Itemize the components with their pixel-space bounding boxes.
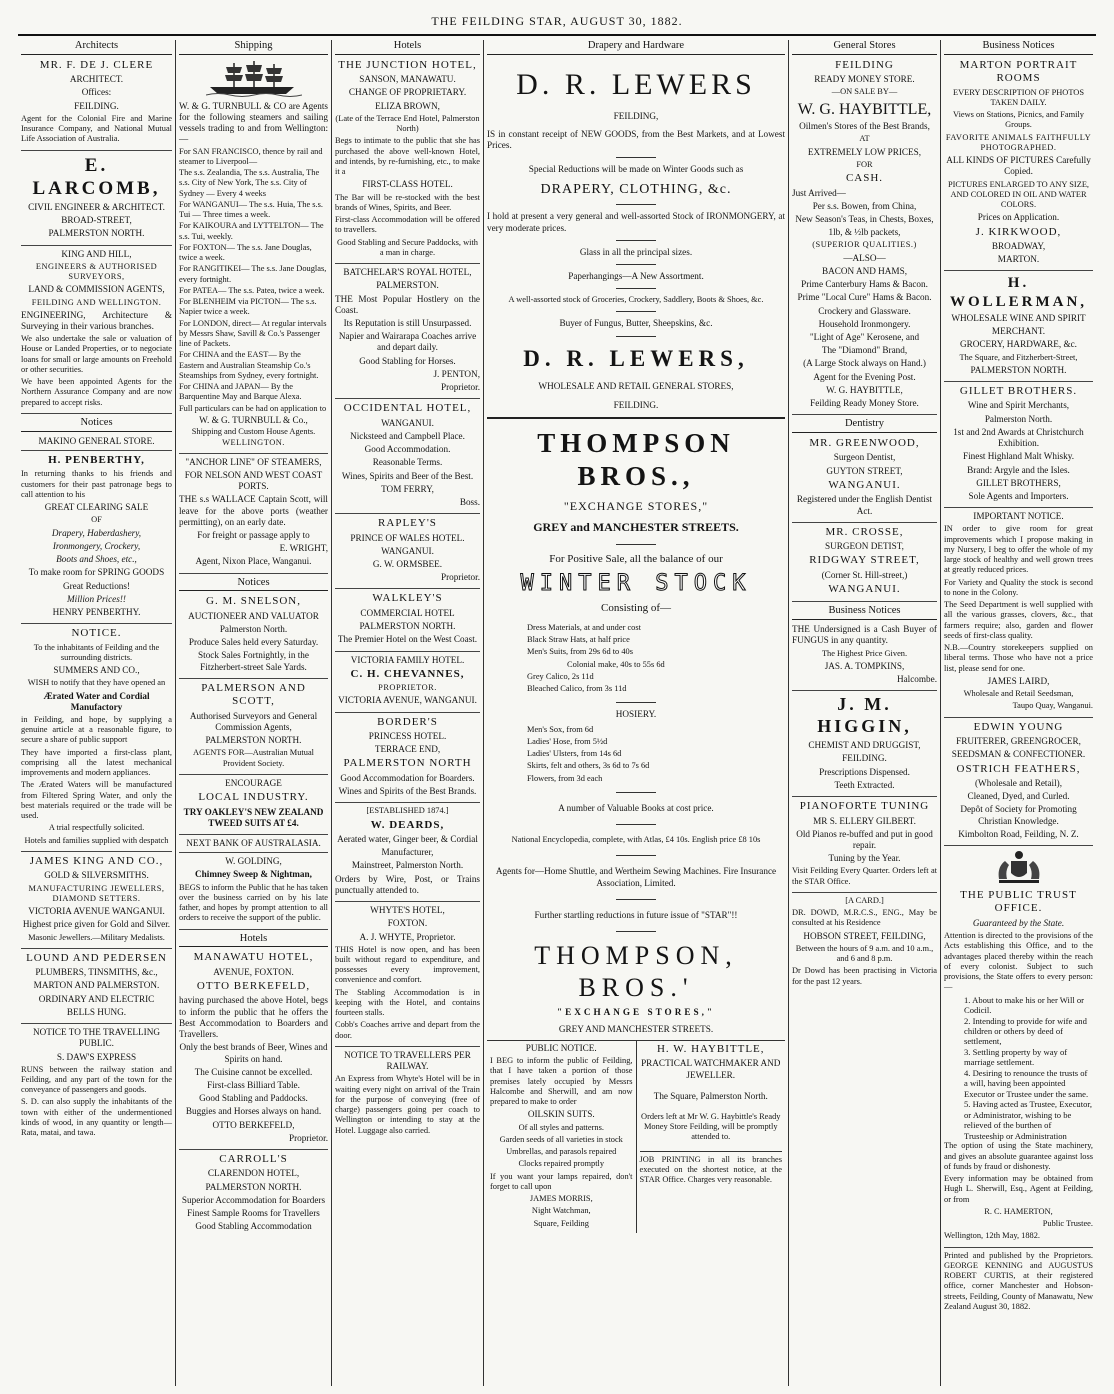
ad-victoria-hotel: VICTORIA FAMILY HOTEL. C. H. CHEVANNES, PROPRIETOR. VICTORIA AVENUE, WANGANUI. — [335, 655, 480, 713]
valuable-books: A number of Valuable Books at cost price. — [558, 802, 714, 813]
trust-list: 1. About to make his or her Will or Codicil. 2. Intending to provide for wife and children or others by deed of settlement, 3. Settling property by way of marriage settlement. 4. Desiring to renounce the trusts of a will, having been appointed Executor or Trustee under the same. 5. Having acted as Trustee, Executor, or Administrator, wishing to be relieved of the burthen of Trusteeship or Administration — [964, 994, 1093, 1141]
column-general-stores — [788, 40, 940, 1386]
ad-lound-pedersen: LOUND AND PEDERSEN PLUMBERS, TINSMITHS, &c., MARTON AND PALMERSTON. ORDINARY AND ELECTRIC BELLS HUNG. — [21, 952, 172, 1024]
lewers-town: FEILDING, — [613, 111, 659, 122]
column-drapery — [483, 40, 788, 1386]
lewers-line-4: I hold at present a very general and well-assorted Stock of IRONMONGERY, at very moderate prices. — [487, 211, 785, 233]
section-head-architects: Architects — [21, 40, 172, 55]
section-head-notices: Notices — [21, 417, 172, 432]
bottom-split — [487, 1040, 785, 1233]
masthead-rule — [18, 34, 1096, 36]
exchange-stores: "EXCHANGE STORES," — [563, 499, 709, 514]
lewers-line-8: Buyer of Fungus, Butter, Sheepskins, &c. — [559, 318, 713, 329]
hosiery-head: HOSIERY. — [615, 709, 657, 720]
ad-travellers-railway: NOTICE TO TRAVELLERS PER RAILWAY. An Express from Whyte's Hotel will be in waiting every night on arrival of the Train for the purpose of conveying (free of charge) passengers going per coach to Wellington or intending to stay at the Hotel. Luggage also carried. — [335, 1049, 480, 1135]
section-head-hotels-2: Hotels — [179, 933, 328, 948]
ad-clere: MR. F. DE J. CLERE ARCHITECT. Offices: FEILDING. Agent for the Colonial Fire and Marine Insurance Company, and National Mutual Life Association of Australia. — [21, 59, 172, 151]
ad-laird-nursery: IMPORTANT NOTICE. IN order to give room for great improvements which I propose making in my Nursery, I beg to offer the whole of my large stock of healthy and well grown trees at greatly reduced prices. For Variety and Quality the stock is second to none in the Colony. The Seed Department is well supplied with all the various grasses, clovers, &c., that farmers require; also, garden and flower seeds of first-class quality. N.B.—Country storekeepers supplied on liberal terms. Those who have not a price list, please send for one. JAMES LAIRD, Wholesale and Retail Seedsman, Taupo Quay, Wanganui. — [944, 511, 1093, 717]
imprint: Printed and published by the Proprietors. GEORGE KENNING and AUGUSTUS ROBERT CURTIS, at their registered office, corner Manchester and Hobson-streets, Feilding, County of Manawatu, New Zealand August 30, 1882. — [944, 1250, 1093, 1311]
ad-wollerman: H. WOLLERMAN, WHOLESALE WINE AND SPIRIT MERCHANT. GROCERY, HARDWARE, &c. The Square, and Fitzherbert-Street, PALMERSTON NORTH. — [944, 274, 1093, 382]
ad-king-and-hill: KING AND HILL, ENGINEERS & AUTHORISED SURVEYORS, LAND & COMMISSION AGENTS, FEILDING AND WELLINGTON. ENGINEERING, Architecture & Surveying in their various branches. We also undertake the sale or valuation of House or Landed Properties, or to negociate loans for small or large amounts on Freehold or other securities. We have been appointed Agents for the Northern Assurance Company and are now prepared to accept risks. — [21, 249, 172, 414]
section-head-business: Business Notices — [944, 40, 1093, 55]
dress-list: Dress Materials, at and under cost Black Straw Hats, at half price Men's Suits, from 29s 6d to 40s Colonial make, 40s to 55s 6d Grey Calico, 2s 11d Bleached Calico, from 3s 11d — [527, 622, 665, 694]
ad-gilbert: PIANOFORTE TUNING MR S. ELLERY GILBERT. Old Pianos re-buffed and put in good repair. Tuning by the Year. Visit Feilding Every Quarter. Orders left at the STAR Office. — [792, 800, 937, 893]
ad-deards: [ESTABLISHED 1874.] W. DEARDS, Aerated water, Ginger beer, & Cordial Manufacturer, Mainstreet, Palmerston North. Orders by Wire, Post, or Trains punctually attended to. — [335, 806, 480, 902]
ad-golding: W. GOLDING, Chimney Sweep & Nightman, BEGS to inform the Public that he has taken over the business carried on by his late father, and hopes by prompt attention to all orders to receive the support of the public. — [179, 856, 328, 929]
ad-public-trust: THE PUBLIC TRUST OFFICE. Guaranteed by the State. Attention is directed to the provisions of the Acts establishing this Office, and to the advantages placed thereby within the reach of every colonist. Subject to such provisions, the State offers to every person:— 1. About to make his or her Will or Codicil. 2. Intending to provide for wife and children or others by deed of settlement, 3. Settling property by way of marriage settlement. 4. Desiring to renounce the trusts of a will, having been appointed Executor or Trustee under the same. 5. Having acted as Trustee, Executor, or Administrator, wishing to be relieved of the burthen of Trusteeship or Administration The option of using the State machinery, and gives an absolute guarantee against loss of funds by fraud or dishonesty. Every information may be obtained from Hugh L. Sherwill, Esq., Agent at Feilding, or from R. C. HAMERTON, Public Trustee. Wellington, 12th May, 1882. — [944, 889, 1093, 1248]
consisting: Consisting of— — [601, 601, 671, 614]
column-shipping — [175, 40, 331, 1386]
ad-whyte-hotel: WHYTE'S HOTEL, FOXTON. A. J. WHYTE, Proprietor. THIS Hotel is now open, and has been built without regard to expenditure, and possesses every improvement, convenience and comfort. The Stabling Accommodation is in keeping with the Hotel, and contains fourteen stalls. Cobb's Coaches arrive and depart from the door. — [335, 905, 480, 1047]
thompson-2-title: THOMPSON, BROS.' — [534, 941, 738, 1002]
ad-daw-express: NOTICE TO THE TRAVELLING PUBLIC. S. DAW'S EXPRESS RUNS between the railway station and Feilding, and any part of the town for the conveyance of passengers and goods. S. D. can also supply the inhabitants of the town with either of the undermentioned kinds of wood, in any quantity or length—Rata, matai, and tawa. — [21, 1027, 172, 1138]
sewing-agents: Agents for—Home Shuttle, and Wertheim Sewing Machines. Fire Insurance Association, Limited. — [495, 866, 777, 888]
ad-tompkins: THE Undersigned is a Cash Buyer of FUNGUS in any quantity. The Highest Price Given. JAS. A. TOMPKINS, Halcombe. — [792, 624, 937, 691]
ad-walkley: WALKLEY'S COMMERCIAL HOTEL PALMERSTON NORTH. The Premier Hotel on the West Coast. — [335, 592, 480, 651]
section-head-hotels: Hotels — [335, 40, 480, 55]
ad-manawatu-hotel: MANAWATU HOTEL, AVENUE, FOXTON. OTTO BERKEFELD, having purchased the above Hotel, begs to inform the public that he offers the Best Accommodation to Boarders and Travellers. Only the best brands of Beer, Wines and Spirits on hand. The Cuisine cannot be excelled. First-class Billiard Table. Good Stabling and Paddocks. Buggies and Horses always on hand. OTTO BERKEFELD, Proprietor. — [179, 951, 328, 1150]
lewers-line-7: A well-assorted stock of Groceries, Crockery, Saddlery, Boots & Shoes, &c. — [508, 295, 764, 305]
ad-hw-haybittle: H. W. HAYBITTLE, PRACTICAL WATCHMAKER AND JEWELLER. The Square, Palmerston North. Orders left at Mr W. G. Haybittle's Ready Money Store Feilding, will be promptly attended to. JOB PRINTING in all its branches executed on the shortest notice, at the STAR Office. Charges very reasonable. — [636, 1041, 786, 1233]
ad-edwin-young: EDWIN YOUNG FRUITERER, GREENGROCER, SEEDSMAN & CONFECTIONER. OSTRICH FEATHERS, (Wholesale and Retail), Cleaned, Dyed, and Curled. Depôt of Society for Promoting Christian Knowledge. Kimbolton Road, Feilding, N. Z. — [944, 721, 1093, 846]
section-head-dentistry: Dentistry — [792, 418, 937, 433]
section-head-drapery: Drapery and Hardware — [487, 40, 785, 55]
ad-ready-money-store: FEILDING READY MONEY STORE. —ON SALE BY— W. G. HAYBITTLE, Oilmen's Stores of the Best Brands, AT EXTREMELY LOW PRICES, FOR CASH. Just Arrived— Per s.s. Bowen, from China, New Season's Teas, in Chests, Boxes, 1lb, & ½lb packets, (SUPERIOR QUALITIES.) —ALSO— BACON AND HAMS, Prime Canterbury Hams & Bacon. Prime "Local Cure" Hams & Bacon. Crockery and Glassware. Household Ironmongery. "Light of Age" Kerosene, and The "Diamond" Brand, (A Large Stock always on Hand.) Agent for the Evening Post. W. G. HAYBITTLE, Feilding Ready Money Store. — [792, 59, 937, 415]
bank-note: NEXT BANK OF AUSTRALASIA. — [179, 838, 328, 853]
ad-border-hotel: BORDER'S PRINCESS HOTEL. TERRACE END, PALMERSTON NORTH Good Accommodation for Boarders. Wines and Spirits of the Best Brands. — [335, 716, 480, 804]
ad-crosse: MR. CROSSE, SURGEON DETIST, RIDGWAY STREET, (Corner St. Hill-street,) WANGANUI. — [792, 526, 937, 603]
section-head-general-stores: General Stores — [792, 40, 937, 55]
lewers-line-6: Paperhangings—A New Assortment. — [568, 271, 704, 281]
ad-snelson: G. M. SNELSON, AUCTIONEER AND VALUATOR Palmerston North. Produce Sales held every Saturday. Stock Sales Fortnightly, in the Fitzherbert-street Sale Yards. — [179, 595, 328, 679]
masthead: THE FEILDING STAR, AUGUST 30, 1882. — [431, 14, 683, 28]
lewers-2-title: D. R. LEWERS, — [523, 345, 749, 371]
lewers-2-town: FEILDING. — [613, 399, 659, 410]
ad-carroll: CARROLL'S CLARENDON HOTEL, PALMERSTON NORTH. Superior Accommodation for Boarders Finest Sample Rooms for Travellers Good Stabling Accommodation — [181, 1153, 326, 1232]
ad-occidental: OCCIDENTAL HOTEL, WANGANUI. Nicksteed and Campbell Place. Good Accommodation. Reasonable Terms. Wines, Spirits and Beer of the Best. TOM FERRY, Boss. — [335, 402, 480, 514]
thompson-title: THOMPSON BROS., — [537, 428, 735, 492]
column-business-notices — [940, 40, 1096, 1386]
positive-sale: For Positive Sale, all the balance of our — [549, 553, 723, 566]
hosiery-list: Men's Sox, from 6d Ladies' Hose, from 5½d Ladies' Ulsters, from 14s 6d Skirts, felt and others, 3s 6d to 7s 6d Flowers, from 3d each — [527, 724, 650, 783]
ad-summers: NOTICE. To the inhabitants of Feilding and the surrounding districts. SUMMERS AND CO., WISH to notify that they have opened an Ærated Water and Cordial Manufactory in Feilding, and hope, by supplying a genuine article at a reasonable figure, to secure a share of public support They have imported a first-class plant, comprising all the latest mechanical improvements and modern appliances. The Ærated Waters will be manufactured from Filtered Spring Water, and only the best materials required or the trade will be used. A trial respectfully solicited. Hotels and families supplied with despatch — [21, 627, 172, 852]
lewers-line-5: Glass in all the principal sizes. — [579, 246, 693, 257]
lewers-title: D. R. LEWERS — [516, 67, 756, 101]
ad-batchelar: BATCHELAR'S ROYAL HOTEL, PALMERSTON. THE Most Popular Hostlery on the Coast. Its Reputation is still Unsurpassed. Napier and Wairarapa Coaches arrive and depart daily. Good Stabling for Horses. J. PENTON, Proprietor. — [335, 267, 480, 399]
ad-higgin: J. M. HIGGIN, CHEMIST AND DRUGGIST, FEILDING. Prescriptions Dispensed. Teeth Extracted. — [792, 694, 937, 797]
ad-rapley: RAPLEY'S PRINCE OF WALES HOTEL. WANGANUI. G. W. ORMSBEE. Proprietor. — [335, 517, 480, 589]
winter-stock: WINTER STOCK — [520, 570, 752, 596]
ship-icon — [206, 59, 302, 97]
column-hotels — [331, 40, 483, 1386]
ad-penberthy: H. PENBERTHY, In returning thanks to his friends and customers for their past patronage begs to call attention to his GREAT CLEARING SALE OF Drapery, Haberdashery, Ironmongery, Crockery, Boots and Shoes, etc., To make room for SPRING GOODS Great Reductions! Million Prices!! HENRY PENBERTHY. — [21, 454, 172, 624]
ad-encourage: ENCOURAGE LOCAL INDUSTRY. TRY OAKLEY'S NEW ZEALAND TWEED SUITS AT £4. — [179, 778, 328, 835]
ad-larcomb: E. LARCOMB, CIVIL ENGINEER & ARCHITECT. BROAD-STREET, PALMERSTON NORTH. — [21, 154, 172, 246]
section-head-business-5: Business Notices — [792, 605, 937, 620]
royal-coat-of-arms-icon — [991, 849, 1047, 885]
ad-junction-hotel: THE JUNCTION HOTEL, SANSON, MANAWATU. CHANGE OF PROPRIETARY. ELIZA BROWN, (Late of the Terrace End Hotel, Palmerston North) Begs to intimate to the public that she has purchased the above well-known Hotel, and intends, by re-furnishing, etc., to make it a FIRST-CLASS HOTEL. The Bar will be re-stocked with the best brands of Wines, Spirits, and Beer. First-class Accommodation will be offered to travellers. Good Stabling and Secure Paddocks, with a man in charge. — [335, 59, 480, 264]
ad-anchor-line: "ANCHOR LINE" OF STEAMERS, FOR NELSON AND WEST COAST PORTS. THE s.s WALLACE Captain Scott, will leave for the above ports (weather permitting), on an early date. For freight or passage apply to E. WRIGHT, Agent, Nixon Place, Wanganui. — [179, 457, 328, 574]
streets: GREY and MANCHESTER STREETS. — [533, 519, 739, 534]
ad-gillet: GILLET BROTHERS. Wine and Spirit Merchants, Palmerston North. 1st and 2nd Awards at Christchurch Exhibition. Finest Highland Malt Whisky. Brand: Argyle and the Isles. GILLET BROTHERS, Sole Agents and Importers. — [944, 385, 1093, 508]
ad-turnbull: W. & G. TURNBULL & CO are Agents for the following steamers and sailing vessels trading to and from Wellington:— For SAN FRANCISCO, thence by rail and steamer to Liverpool— The s.s. Zealandia, The s.s. Australia, The s.s. City of New York, The s.s. City of Sydney — Every 4 weeks For WANGANUI— The s.s. Huia, The s.s. Tui — Three times a week. For KAIKOURA and LYTTELTON— The s.s. Tui, weekly. For FOXTON— The s.s. Jane Douglas, twice a week. For RANGITIKEI— The s.s. Jane Douglas, every fortnight. For PATEA— The s.s. Patea, twice a week. For BLENHEIM via PICTON— The s.s. Napier twice a week. For LONDON, direct— At regular intervals by Messrs Shaw, Savill & Co.'s Passenger line of Packets. For CHINA and the EAST— By the Eastern and Australian Steamship Co.'s Steamships from Sydney, every fortnight. For CHINA and JAPAN— By the Barquentine May and Barque Alexa. Full particulars can be had on application to W. & G. TURNBULL & Co., Shipping and Custom House Agents. WELLINGTON. — [179, 101, 328, 454]
ad-dowd: [A CARD.] DR. DOWD, M.R.C.S., ENG., May be consulted at his Residence HOBSON STREET, FEILDING, Between the hours of 9 a.m. and 10 a.m., and 6 and 8 p.m. Dr Dowd has been practising in Victoria for the past 12 years. — [792, 895, 937, 986]
ad-morris: PUBLIC NOTICE. I BEG to inform the public of Feilding, that I have taken a portion of those premises lately occupied by Messrs Halcombe and Sherwill, and am now prepared to make to order OILSKIN SUITS. Of all styles and patterns. Garden seeds of all varieties in stock Umbrellas, and parasols repaired Clocks repaired promptly If you want your lamps repaired, don't forget to call upon JAMES MORRIS, Night Watchman, Square, Feilding — [490, 1042, 633, 1228]
further-reductions: Further startling reductions in future issue of "STAR"!! — [534, 909, 738, 920]
lewers-2-line: WHOLESALE AND RETAIL GENERAL STORES, — [538, 380, 734, 391]
exchange-stores-2: "EXCHANGE STORES," — [557, 1007, 715, 1018]
ad-marton-portrait: MARTON PORTRAIT ROOMS EVERY DESCRIPTION OF PHOTOS TAKEN DAILY. Views on Stations, Picnics, and Family Groups. FAVORITE ANIMALS FAITHFULLY PHOTOGRAPHED. ALL KINDS OF PICTURES Carefully Copied. PICTURES ENLARGED TO ANY SIZE, AND COLORED IN OIL AND WATER COLORS. Prices on Application. J. KIRKWOOD, BROADWAY, MARTON. — [944, 59, 1093, 272]
section-head-notices-2: Notices — [179, 577, 328, 592]
streets-2: GREY AND MANCHESTER STREETS. — [558, 1023, 714, 1034]
makino-store: MAKINO GENERAL STORE. — [21, 436, 172, 451]
ad-palmerson-scott: PALMERSON AND SCOTT, Authorised Surveyors and General Commission Agents, PALMERSTON NORTH. AGENTS FOR—Australian Mutual Provident Society. — [179, 682, 328, 775]
lewers-line-2: Special Reductions will be made on Winter Goods such as — [528, 164, 744, 175]
ad-greenwood: MR. GREENWOOD, Surgeon Dentist, GUYTON STREET, WANGANUI. Registered under the English Dentist Act. — [792, 437, 937, 523]
encyclopedia: National Encyclopedia, complete, with Atlas, £4 10s. English price £8 10s — [511, 835, 761, 845]
column-architects — [18, 40, 175, 1386]
section-head-shipping: Shipping — [179, 40, 328, 55]
lewers-line-1: IS in constant receipt of NEW GOODS, from the Best Markets, and at Lowest Prices. — [487, 128, 785, 150]
lewers-line-3: DRAPERY, CLOTHING, &c. — [540, 182, 732, 198]
ad-james-king: JAMES KING AND CO., GOLD & SILVERSMITHS. MANUFACTURING JEWELLERS, DIAMOND SETTERS. VICTORIA AVENUE WANGANUI. Highest price given for Gold and Silver. Masonic Jewellers.—Military Medalists. — [21, 855, 172, 949]
